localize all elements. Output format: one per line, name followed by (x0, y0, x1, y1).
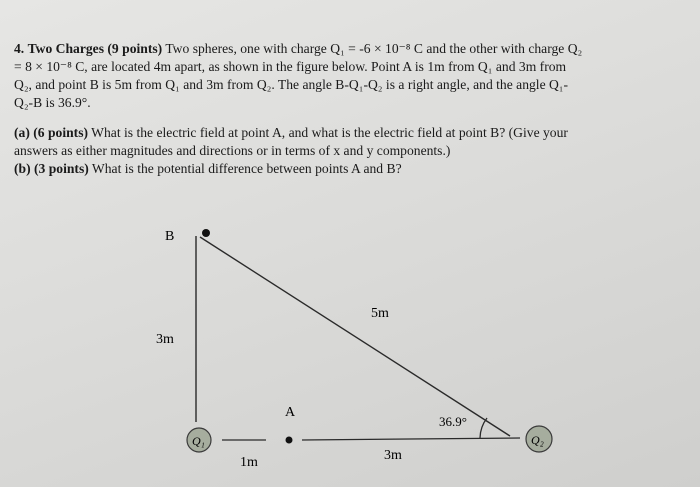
part-b-label: (b) (3 points) (14, 161, 89, 176)
label-angle: 36.9° (439, 414, 467, 429)
intro-line-2: = 8 × 10⁻⁸ C, are located 4m apart, as shown in the figure below. Point A is 1m from Q₁ and 3m from (14, 59, 567, 74)
point-a-dot (286, 437, 293, 444)
label-b: B (165, 229, 175, 244)
part-a-label: (a) (6 points) (14, 125, 89, 140)
label-base-3m: 3m (384, 448, 402, 463)
label-1m: 1m (240, 455, 258, 470)
label-a: A (285, 405, 296, 420)
problem-title: Two Charges (9 points) (27, 41, 163, 56)
intro-line-3: Q₂, and point B is 5m from Q₁ and 3m from Q₂. The angle B-Q₁-Q₂ is a right angle, and the angle Q₁- (14, 77, 569, 92)
base-segment-3m (302, 438, 520, 440)
label-hypotenuse-5m: 5m (371, 306, 389, 321)
label-q2: Q₂ (531, 433, 544, 447)
part-a-line-2: answers as either magnitudes and directions or in terms of x and y components.) (14, 143, 451, 158)
part-a-line-1: What is the electric field at point A, and what is the electric field at point B? (Give your (88, 125, 568, 140)
intro-line-4: Q₂-B is 36.9°. (14, 95, 91, 110)
part-b-text: What is the potential difference between points A and B? (88, 161, 402, 176)
label-q1: Q₁ (192, 434, 205, 448)
hypotenuse-line (200, 237, 510, 436)
problem-number: 4. (14, 41, 25, 56)
label-vertical-3m: 3m (156, 332, 174, 347)
intro-line-1: Two spheres, one with charge Q₁ = -6 × 10⁻⁸ C and the other with charge Q₂ (162, 41, 583, 56)
point-b-dot (202, 229, 210, 237)
